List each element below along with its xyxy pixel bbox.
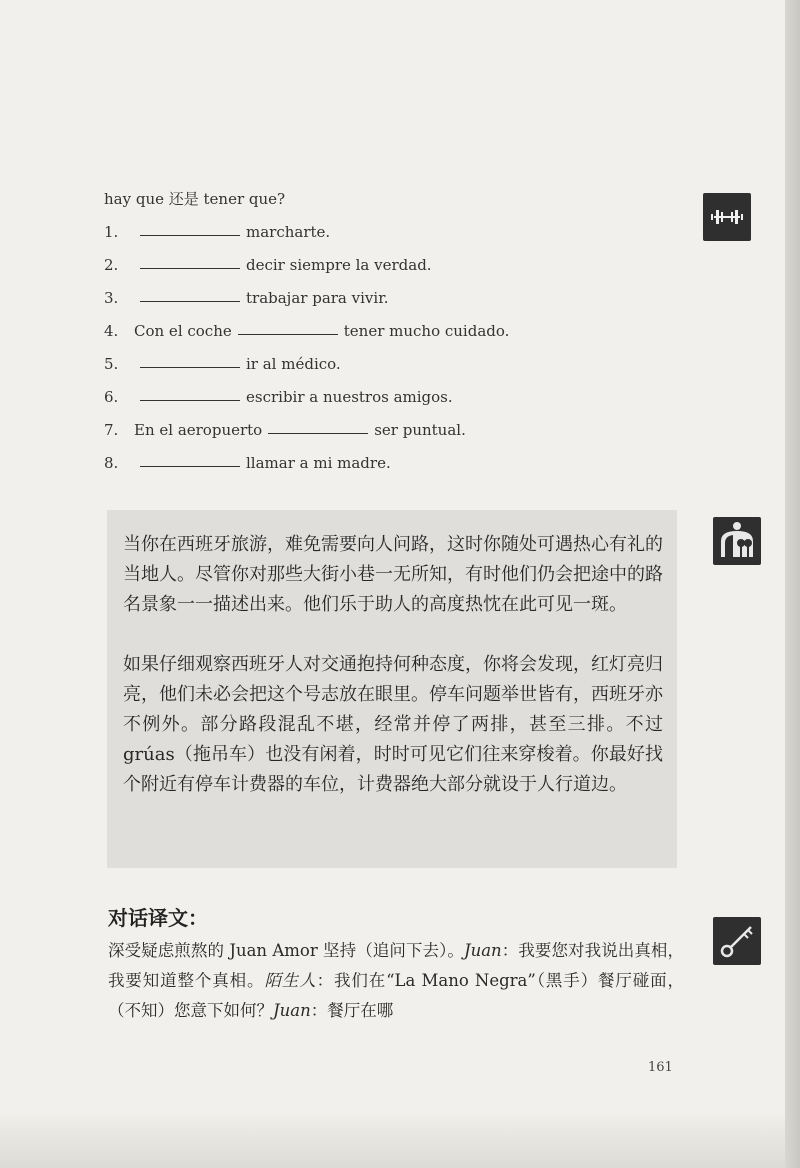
exercise-item: 1. marcharte. [104,223,331,241]
culture-paragraph-1: 当你在西班牙旅游，难免需要向人问路，这时你随处可遇热心有礼的当地人。尽管你对那些大街小巷一无所知，有时他们仍会把途中的路名景象一一描述出来。他们乐于助人的高度热忱在此可见一斑。 [123,534,663,615]
dialog-heading: 对话译文： [108,906,208,930]
answer-blank [238,333,338,335]
exercise-item: 7. En el aeropuerto ser puntual. [104,421,466,439]
exercise-item: 2. decir siempre la verdad. [104,256,432,274]
exercise-title: hay que 还是 tener que? [104,190,286,208]
culture-note-box [107,510,677,868]
exercise-item: 6. escribir a nuestros amigos. [104,388,453,406]
key-icon [713,917,761,965]
answer-blank [140,366,240,368]
page-number: 161 [648,1060,673,1075]
dumbbell-icon [703,193,751,241]
speaker-name: Juan [273,1001,311,1020]
answer-blank [268,432,368,434]
answer-blank [140,300,240,302]
exercise-item: 8. llamar a mi madre. [104,454,391,472]
culture-icon [713,517,761,565]
culture-paragraph-2: 如果仔细观察西班牙人对交通抱持何种态度，你将会发现，红灯亮归亮，他们未必会把这个号志放在眼里。停车问题举世皆有，西班牙亦不例外。部分路段混乱不堪，经常并停了两排，甚至三排。不过 grúas（拖吊车）也没有闲着，时时可见它们往来穿梭着。你最好找个附近有停车计费器的车位，计费器绝大部分就设于人行道边。 [123,654,663,795]
speaker-name: Juan [463,941,502,960]
speaker-name: 陌生人 [264,971,317,990]
answer-blank [140,399,240,401]
answer-blank [140,267,240,269]
page-bottom-shadow [0,1115,785,1168]
dialog-translation: 深受疑虑煎熬的 Juan Amor 坚持（追问下去）。Juan：我要您对我说出真相，我要知道整个真相。陌生人：我们在“La Mano Negra”（黑手）餐厅碰面，（不知）您意下如何？Juan：餐厅在哪 [108,941,685,1020]
answer-blank [140,465,240,467]
exercise-item: 4. Con el coche tener mucho cuidado. [104,322,510,340]
exercise-item: 5. ir al médico. [104,355,341,373]
exercise-item: 3. trabajar para vivir. [104,289,389,307]
page-edge [785,0,800,1168]
answer-blank [140,234,240,236]
